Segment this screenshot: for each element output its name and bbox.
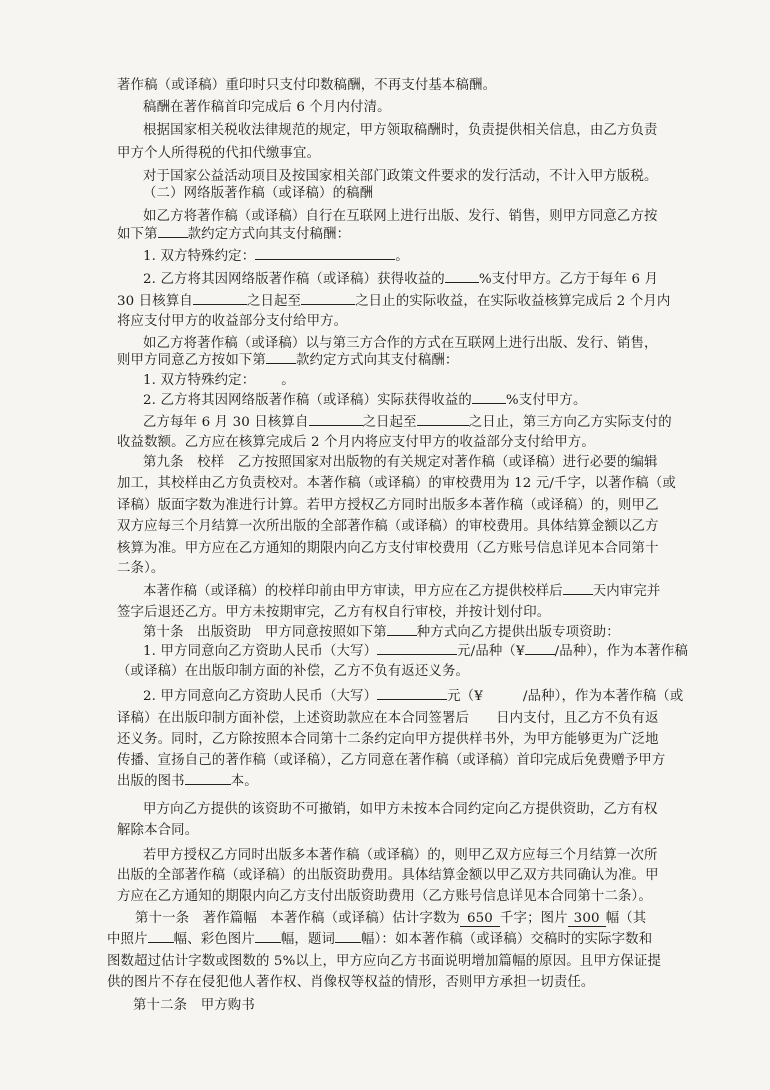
text-line: 还义务。同时，乙方除按照本合同第十二条约定向甲方提供样书外，为甲方能够更为广泛地 <box>117 732 659 747</box>
text-line: 加工，其校样由乙方负责校对。本著作稿（或译稿）的审校费用为 12 元/千字，以著作稿（或 <box>117 476 676 491</box>
text-fragment: 幅（其 <box>605 911 647 926</box>
text-fragment: 出版的图书 <box>117 774 185 789</box>
text-fragment: 乙方每年 6 月 30 日核算自 <box>143 415 309 430</box>
blank-field <box>525 654 555 655</box>
text-fragment: 。 <box>281 373 295 388</box>
text-line <box>143 372 295 390</box>
text-line: 方应在乙方通知的期限内向乙方支付出版资助费用（乙方账号信息详见本合同第十二条）。 <box>117 889 652 904</box>
text-fragment: 元/品种（¥ <box>457 644 525 659</box>
text-fragment: 2. 乙方将其因网络版著作稿（或译稿）实际获得收益的 <box>143 393 472 408</box>
text-fragment: 1. 双方特殊约定： <box>143 249 256 264</box>
blank-field <box>255 942 281 943</box>
text-fragment: 天内审完并 <box>592 584 661 599</box>
blank-field <box>255 259 395 260</box>
text-line: 如乙方将著作稿（或译稿）以与第三方合作的方式在互联网上进行出版、发行、销售， <box>143 336 658 351</box>
text-line: 若甲方授权乙方同时出版多本著作稿（或译稿）的，则甲乙双方应每三个月结算一次所 <box>143 848 658 863</box>
text-line: 双方应每三个月结算一次所出版的全部著作稿（或译稿）的审校费用。具体结算金额以乙方 <box>117 519 659 534</box>
text-fragment: 之日止，第三方向乙方实际支付的 <box>468 415 672 430</box>
text-fragment: 幅）：如本著作稿（或译稿）交稿时的实际字数和 <box>361 932 653 947</box>
blank-field <box>301 304 355 305</box>
text-line: 稿酬在著作稿首印完成后 6 个月内付清。 <box>143 100 391 115</box>
text-line: 著作稿（或译稿）重印时只支付印数稿酬，不再支付基本稿酬。 <box>117 78 497 93</box>
text-line: 图数超过估计字数或图数的 5%以上，甲方应向乙方书面说明增加篇幅的原因。且甲方保证提 <box>107 954 662 969</box>
text-fragment: /品种），作为本著作稿（或 <box>522 689 684 704</box>
text-fragment: 元（¥ <box>447 689 483 704</box>
text-fragment: 1. 甲方同意向乙方资助人民币（大写） <box>143 644 378 659</box>
text-fragment: 2. 甲方同意向乙方资助人民币（大写） <box>143 689 378 704</box>
text-fragment: 第十条 出版资助 甲方同意按照如下第 <box>143 625 387 640</box>
text-fragment: 2. 乙方将其因网络版著作稿（或译稿）获得收益的 <box>143 272 445 287</box>
blank-field <box>193 304 247 305</box>
text-fragment: 幅、彩色图片 <box>173 932 255 947</box>
text-line: 出版的全部著作稿（或译稿）的出版资助费用。具体结算金额以甲乙双方共同确认为准。甲 <box>117 868 659 883</box>
text-fragment: 款约定方式向其支付稿酬： <box>187 227 351 242</box>
estimated-image-count: 300 <box>568 912 606 927</box>
blank-field <box>387 635 417 636</box>
blank-field <box>185 784 231 785</box>
text-line: 将应支付甲方的收益部分支付给甲方。 <box>117 314 348 329</box>
blank-field <box>377 699 447 700</box>
article-9-heading: 第九条 校样 乙方按照国家对出版物的有关规定对著作稿（或译稿）进行必要的编辑 <box>143 455 658 470</box>
blank-field <box>309 425 363 426</box>
text-line: 译稿）版面字数为准进行计算。若甲方授权乙方同时出版多本著作稿（或译稿）的，则甲乙 <box>117 498 659 513</box>
text-line: 供的图片不存在侵犯他人著作权、肖像权等权益的情形，否则甲方承担一切责任。 <box>107 975 595 990</box>
blank-field <box>266 363 296 364</box>
text-fragment: /品种），作为本著作稿 <box>554 644 689 659</box>
text-fragment: 中照片 <box>107 932 148 947</box>
section-heading: （二）网络版著作稿（或译稿）的稿酬 <box>143 186 374 201</box>
blank-field <box>563 594 593 595</box>
text-line: 译稿）在出版印制方面补偿，上述资助款应在本合同签署后 日内支付，且乙方不负有返 <box>117 711 659 726</box>
text-line: 甲方个人所得税的代扣代缴事宜。 <box>117 146 321 161</box>
blank-field <box>445 282 479 283</box>
text-fragment: 种方式向乙方提供出版专项资助： <box>416 625 620 640</box>
blank-field <box>377 654 457 655</box>
blank-field <box>335 942 361 943</box>
blank-field <box>158 237 188 238</box>
text-fragment: 。 <box>395 249 409 264</box>
text-fragment: 1. 双方特殊约定： <box>143 373 256 388</box>
text-line <box>117 293 670 311</box>
text-fragment: 30 日核算自 <box>117 294 193 309</box>
text-line: 签字后退还乙方。甲方未按期审完，乙方有权自行审校，并按计划付印。 <box>117 605 551 620</box>
text-line <box>117 226 350 244</box>
text-fragment: 第十一条 著作篇幅 本著作稿（或译稿）估计字数为 <box>135 911 460 926</box>
text-line <box>117 773 258 791</box>
text-line: 核算为准。甲方应在乙方通知的期限内向乙方支付审校费用（乙方账号信息详见本合同第十 <box>117 541 659 556</box>
text-line: （或译稿）在出版印制方面的补偿，乙方不负有返还义务。 <box>117 664 470 679</box>
text-line <box>143 583 660 601</box>
blank-field <box>417 425 469 426</box>
text-line <box>143 392 587 410</box>
text-fragment: 千字；图片 <box>499 911 568 926</box>
estimated-word-count: 650 <box>460 912 500 927</box>
text-fragment: 则甲方同意乙方按如下第 <box>117 353 266 368</box>
blank-field <box>472 403 506 404</box>
text-fragment: %支付甲方。 <box>505 393 587 408</box>
text-line: 二条）。 <box>117 561 165 576</box>
text-line <box>107 931 652 949</box>
text-line <box>143 688 683 706</box>
text-fragment: 如下第 <box>117 227 158 242</box>
text-line <box>143 248 409 266</box>
text-line <box>143 643 688 661</box>
text-line <box>143 414 672 432</box>
text-fragment: 之日起至 <box>362 415 417 430</box>
text-fragment: 本著作稿（或译稿）的校样印前由甲方审读，甲方应在乙方提供校样后 <box>143 584 563 599</box>
text-line: 收益数额。乙方应在核算完成后 2 个月内将应支付甲方的收益部分支付给甲方。 <box>117 435 595 450</box>
text-fragment: %支付甲方。乙方于每年 6 月 <box>478 272 659 287</box>
text-fragment: 款约定方式向其支付稿酬： <box>295 353 459 368</box>
text-line: 对于国家公益活动项目及按国家相关部门政策文件要求的发行活动，不计入甲方版税。 <box>143 169 658 184</box>
text-fragment: 之日止的实际收益，在实际收益核算完成后 2 个月内 <box>355 294 671 309</box>
text-fragment: 幅，题词 <box>280 932 336 947</box>
text-line: 根据国家相关税收法律规范的规定，甲方领取稿酬时，负责提供相关信息，由乙方负责 <box>143 123 658 138</box>
article-10-heading <box>143 624 620 642</box>
article-11-heading <box>135 910 646 928</box>
article-12-heading: 第十二条 甲方购书 <box>133 998 255 1013</box>
text-line: 甲方向乙方提供的该资助不可撤销，如甲方未按本合同约定向乙方提供资助，乙方有权 <box>143 802 658 817</box>
text-line: 解除本合同。 <box>117 823 199 838</box>
blank-field <box>148 942 174 943</box>
text-line <box>143 271 658 289</box>
text-line: 如乙方将著作稿（或译稿）自行在互联网上进行出版、发行、销售，则甲方同意乙方按 <box>143 209 658 224</box>
text-fragment: 之日起至 <box>246 294 302 309</box>
text-line <box>117 352 458 370</box>
text-line: 传播、宣扬自己的著作稿（或译稿），乙方同意在著作稿（或译稿）首印完成后免费赠予甲方 <box>117 753 666 768</box>
text-fragment: 本。 <box>230 774 258 789</box>
